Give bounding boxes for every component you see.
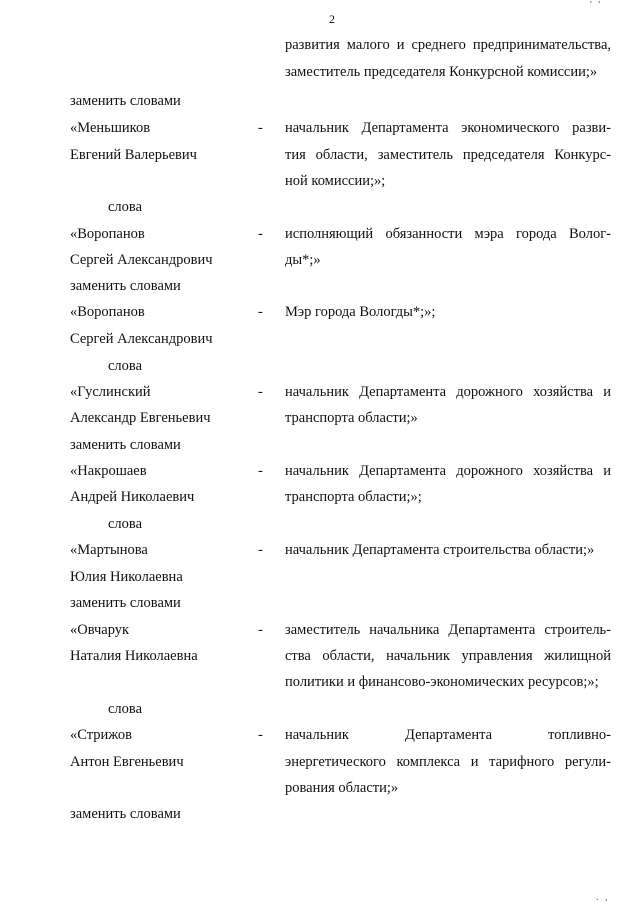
person-name: Сергей Александрович (70, 252, 213, 268)
position-text: ства области, начальник управления жилищной (285, 648, 611, 664)
position-text: ной комиссии;»; (285, 173, 386, 189)
separator-dash: - (258, 384, 263, 400)
person-surname: «Стрижов (70, 727, 133, 743)
position-text: тия области, заместитель председателя Конкурс- (285, 147, 611, 163)
separator-dash: - (258, 622, 263, 638)
person-name: Юлия Николаевна (70, 569, 183, 585)
position-text: начальник Департамента топливно- (285, 727, 611, 743)
position-text: энергетического комплекса и тарифного регули- (285, 754, 611, 770)
person-name: Александр Евгеньевич (70, 410, 211, 426)
instruction-label: заменить словами (70, 93, 181, 109)
person-surname: «Воропанов (70, 226, 145, 242)
person-name: Андрей Николаевич (70, 489, 195, 505)
instruction-label: заменить словами (70, 437, 181, 453)
position-text: начальник Департамента дорожного хозяйства и (285, 463, 611, 479)
corner-mark-bottom: . , (596, 892, 610, 903)
person-name: Антон Евгеньевич (70, 754, 184, 770)
position-text: исполняющий обязанности мэра города Волог- (285, 226, 611, 242)
person-name: Евгений Валерьевич (70, 147, 197, 163)
instruction-label: слова (108, 701, 143, 717)
position-text: рования области;» (285, 780, 399, 796)
position-text: начальник Департамента строительства области;» (285, 542, 595, 558)
separator-dash: - (258, 226, 263, 242)
separator-dash: - (258, 304, 263, 320)
separator-dash: - (258, 463, 263, 479)
position-text: ды*;» (285, 252, 321, 268)
separator-dash: - (258, 727, 263, 743)
instruction-label: заменить словами (70, 595, 181, 611)
person-name: Сергей Александрович (70, 331, 213, 347)
position-text: Мэр города Вологды*;»; (285, 304, 436, 320)
person-surname: «Меньшиков (70, 120, 151, 136)
instruction-label: заменить словами (70, 806, 181, 822)
position-text: транспорта области;» (285, 410, 418, 426)
position-text: начальник Департамента экономического разви- (285, 120, 611, 136)
instruction-label: заменить словами (70, 278, 181, 294)
instruction-label: слова (108, 516, 143, 532)
separator-dash: - (258, 120, 263, 136)
person-surname: «Мартынова (70, 542, 148, 558)
page-number: 2 (329, 12, 335, 26)
corner-mark-top: ' ' (590, 0, 603, 11)
person-name: Наталия Николаевна (70, 648, 198, 664)
position-text: политики и финансово-экономических ресурсов;»; (285, 674, 599, 690)
instruction-label: слова (108, 199, 143, 215)
person-surname: «Накрошаев (70, 463, 147, 479)
instruction-label: слова (108, 358, 143, 374)
position-text: заместитель начальника Департамента строитель- (285, 622, 611, 638)
person-surname: «Овчарук (70, 622, 130, 638)
text-line: развития малого и среднего предпринимательства, (285, 37, 611, 53)
position-text: транспорта области;»; (285, 489, 422, 505)
text-line: заместитель председателя Конкурсной комиссии;» (285, 64, 598, 80)
separator-dash: - (258, 542, 263, 558)
position-text: начальник Департамента дорожного хозяйства и (285, 384, 611, 400)
person-surname: «Воропанов (70, 304, 145, 320)
person-surname: «Гуслинский (70, 384, 151, 400)
